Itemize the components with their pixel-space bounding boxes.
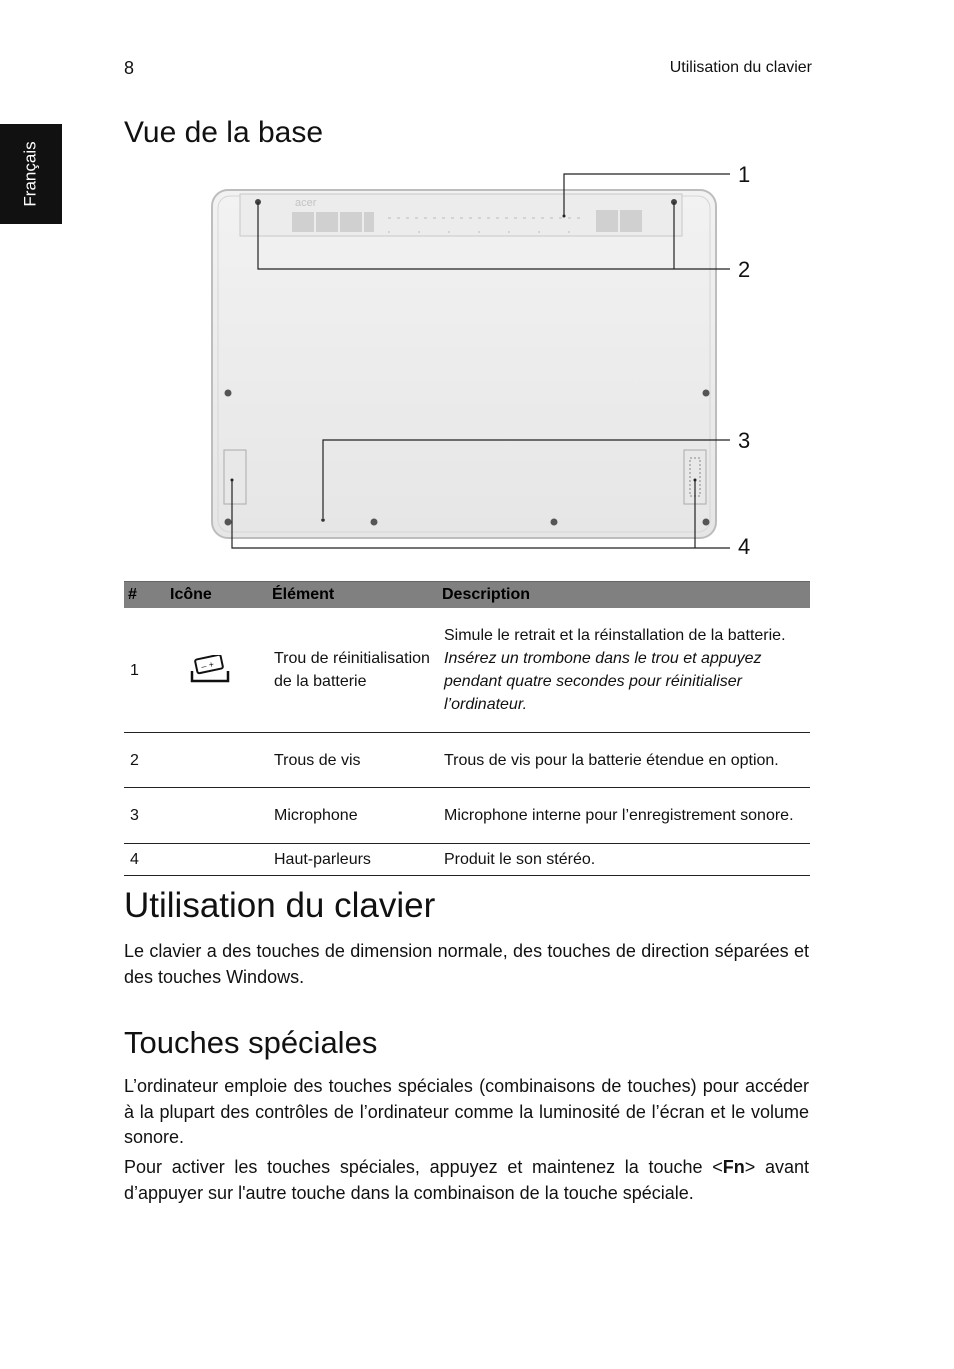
section-title-keyboard: Utilisation du clavier — [124, 886, 436, 925]
header-description: Description — [438, 582, 810, 609]
row-description: Microphone interne pour l’enregistrement sonore. — [438, 788, 810, 844]
table-row — [124, 788, 810, 844]
paragraph2-after: > avant d’appuyer sur l'autre touche dans la combinaison de la touche spéciale. — [124, 1157, 810, 1203]
table-row — [124, 733, 810, 788]
callout-4: 4 — [738, 534, 751, 558]
table-header-row — [124, 582, 810, 609]
row-icon-cell — [166, 788, 268, 844]
fn-key: Fn — [722, 1157, 745, 1177]
language-tab — [0, 124, 62, 224]
acer-logo: acer — [295, 197, 317, 209]
row-note: Insérez un trombone dans le trou et appuyez pendant quatre secondes pour réinitialiser l’ordinateur. — [444, 650, 762, 713]
table-row — [124, 844, 810, 876]
battery-reset-icon — [190, 655, 230, 685]
base-components-table — [124, 581, 810, 876]
row-element: Trou de réinitialisation de la batterie — [268, 608, 438, 733]
laptop-body — [212, 190, 716, 538]
svg-text:– +: – + — [200, 659, 215, 672]
special-keys-paragraph-1: L’ordinateur emploie des touches spéciales (combinaisons de touches) pour accéder à la plupart des contrôles de l’ordinateur comme la luminosité de l’écran et le volume sonore. — [124, 1076, 809, 1147]
row-element: Haut-parleurs — [268, 844, 438, 876]
row-element: Trous de vis — [268, 733, 438, 788]
row-description: Simule le retrait et la réinstallation de la batterie. — [444, 627, 786, 644]
callout-3: 3 — [738, 428, 751, 453]
microphone-hole — [321, 518, 325, 522]
header-icon: Icône — [166, 582, 268, 609]
header-element: Élément — [268, 582, 438, 609]
keyboard-paragraph: Le clavier a des touches de dimension normale, des touches de direction séparées et des touches Windows. — [124, 941, 809, 987]
row-description-cell — [438, 608, 810, 733]
laptop-base-figure — [200, 162, 760, 558]
row-icon-cell — [166, 733, 268, 788]
row-number: 1 — [124, 608, 166, 733]
section-title-special-keys: Touches spéciales — [124, 1025, 378, 1060]
callout-2: 2 — [738, 257, 751, 282]
header-number: # — [124, 582, 166, 609]
row-number: 4 — [124, 844, 166, 876]
row-icon-cell — [166, 844, 268, 876]
running-title: Utilisation du clavier — [669, 59, 812, 76]
speaker-left — [224, 450, 246, 504]
row-number: 2 — [124, 733, 166, 788]
row-number: 3 — [124, 788, 166, 844]
row-description: Trous de vis pour la batterie étendue en option. — [438, 733, 810, 788]
callout-1: 1 — [738, 162, 751, 187]
page-number: 8 — [124, 58, 135, 78]
section-title-base: Vue de la base — [124, 116, 324, 149]
table-row — [124, 608, 810, 733]
paragraph2-before: Pour activer les touches spéciales, appuyez et maintenez la touche < — [124, 1157, 723, 1177]
row-element: Microphone — [268, 788, 438, 844]
row-description: Produit le son stéréo. — [438, 844, 810, 876]
language-tab-label: Français — [21, 141, 40, 207]
row-icon-cell — [166, 608, 268, 733]
special-keys-paragraph-2 — [124, 1155, 809, 1206]
